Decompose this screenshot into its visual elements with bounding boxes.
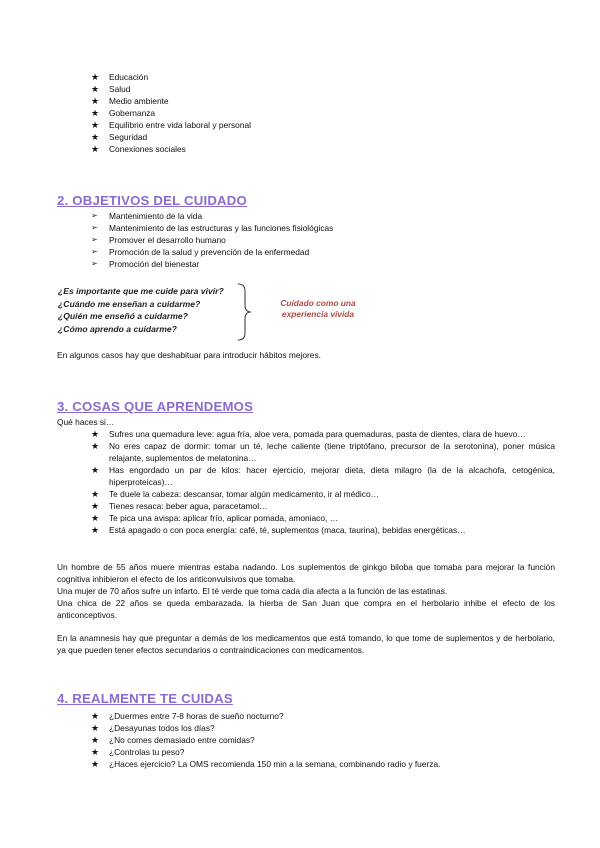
list-item: ★ Equilibrio entre vida laboral y personal — [91, 120, 251, 130]
list-item: ★ Educación — [91, 72, 149, 82]
list-item: ➢ Mantenimiento de la vida — [91, 211, 203, 221]
curly-brace-icon — [236, 283, 252, 341]
case-paragraph: Una chica de 22 años se queda embarazada. la hierba de San Juan que compra en el herbolario inhibe el efecto de los anticonceptivos. — [57, 598, 555, 620]
case-paragraph: Una mujer de 70 años sufre un infarto. El té verde que toma cada día afecta a la función de las estatinas. — [57, 586, 448, 596]
questions-block — [58, 285, 248, 335]
star-bullet-icon: ★ — [91, 84, 100, 94]
star-bullet-icon: ★ — [91, 489, 100, 499]
list-item: ★ Gobernanza — [91, 108, 156, 118]
section-heading-aprendemos: 3. COSAS QUE APRENDEMOS — [57, 399, 254, 414]
star-bullet-icon: ★ — [91, 96, 100, 106]
list-item: ★ Conexiones sociales — [91, 144, 186, 154]
list-item: ➢ Promoción del bienestar — [91, 259, 200, 269]
star-bullet-icon: ★ — [91, 429, 100, 439]
arrow-bullet-icon: ➢ — [91, 235, 98, 244]
list-item: ★ Medio ambiente — [91, 96, 169, 106]
list-item: ★ ¿Desayunas todos los días? — [91, 723, 215, 733]
question-text: ¿Quién me enseñó a cuidarme? — [58, 311, 188, 321]
star-bullet-icon: ★ — [91, 441, 100, 451]
star-bullet-icon: ★ — [91, 144, 100, 154]
list-item: ➢ Promoción de la salud y prevención de la enfermedad — [91, 247, 310, 257]
star-bullet-icon: ★ — [91, 501, 100, 511]
star-bullet-icon: ★ — [91, 465, 100, 475]
star-bullet-icon: ★ — [91, 108, 100, 118]
star-bullet-icon: ★ — [91, 735, 100, 745]
list-item: ★ Has engordado un par de kilos: hacer ejercicio, mejorar dieta, dieta milagro (la de la alcachofa, cetogénica, hiperproteicas)… — [91, 465, 555, 487]
intro-list — [91, 71, 531, 155]
anamnesis-paragraph: En la anamnesis hay que preguntar a demás de los medicamentos que está tomando, lo que tome de suplementos y de herbolario, ya que pueden tener efectos secundarios o contraindicaciones con medicamentos. — [57, 633, 555, 655]
list-item: ★ Está apagado o con poca energía: café, té, suplementos (maca, taurina), bebidas energéticas… — [91, 525, 466, 535]
star-bullet-icon: ★ — [91, 723, 100, 733]
arrow-bullet-icon: ➢ — [91, 247, 98, 256]
arrow-bullet-icon: ➢ — [91, 223, 98, 232]
list-item: ➢ Mantenimiento de las estructuras y las funciones fisiológicas — [91, 223, 334, 233]
list-item: ★ Salud — [91, 84, 131, 94]
star-bullet-icon: ★ — [91, 513, 100, 523]
arrow-bullet-icon: ➢ — [91, 259, 98, 268]
list-item: ★ Tienes resaca: beber agua, paracetamol… — [91, 501, 268, 511]
star-bullet-icon: ★ — [91, 759, 100, 769]
section-heading-objetivos: 2. OBJETIVOS DEL CUIDADO — [57, 193, 247, 208]
star-bullet-icon: ★ — [91, 132, 100, 142]
note-paragraph: En algunos casos hay que deshabituar para introducir hábitos mejores. — [57, 350, 321, 360]
lead-text: Qué haces si… — [57, 417, 115, 427]
list-item: ★ Seguridad — [91, 132, 148, 142]
list-item: ★ ¿Controlas tu peso? — [91, 747, 185, 757]
question-text: ¿Es importante que me cuide para vivir? — [58, 286, 224, 296]
list-item: ★ ¿Duermes entre 7-8 horas de sueño nocturno? — [91, 711, 284, 721]
list-item: ★ ¿No comes demasiado entre comidas? — [91, 735, 255, 745]
section-heading-te-cuidas: 4. REALMENTE TE CUIDAS — [57, 691, 233, 706]
aprendemos-list — [91, 428, 555, 536]
star-bullet-icon: ★ — [91, 747, 100, 757]
question-text: ¿Cuándo me enseñan a cuidarme? — [58, 298, 201, 309]
star-bullet-icon: ★ — [91, 120, 100, 130]
star-bullet-icon: ★ — [91, 711, 100, 721]
objetivos-list — [91, 210, 531, 270]
list-item: ➢ Promover el desarrollo humano — [91, 235, 226, 245]
brace-label: Cuidado como una experiencia vivida — [280, 298, 356, 319]
list-item: ★ ¿Haces ejercicio? La OMS recomienda 150 min a la semana, combinando radio y fuerza. — [91, 759, 441, 769]
list-item: ★ Sufres una quemadura leve: agua fría, aloe vera, pomada para quemaduras, pasta de dientes, clara de huevo… — [91, 429, 526, 439]
list-item: ★ Te duele la cabeza: descansar, tomar algún medicamento, ir al médico… — [91, 489, 380, 499]
star-bullet-icon: ★ — [91, 525, 100, 535]
question-text: ¿Cómo aprendo a cuidarme? — [58, 323, 177, 334]
arrow-bullet-icon: ➢ — [91, 211, 98, 220]
list-item: ★ No eres capaz de dormir: tomar un té, leche caliente (tiene triptófano, precursor de la serotonina), poner música relajante, suplementos de melatonina… — [91, 441, 555, 463]
list-item: ★ Te pica una avispa: aplicar frío, aplicar pomada, amoniaco, … — [91, 513, 339, 523]
star-bullet-icon: ★ — [91, 72, 100, 82]
case-paragraph: Un hombre de 55 años muere mientras estaba nadando. Los suplementos de ginkgo biloba que tomaba para mejorar la función cognitiva inhibieron el efecto de los anticonvulsivos que tomaba. — [57, 562, 555, 584]
te-cuidas-list — [91, 710, 555, 770]
